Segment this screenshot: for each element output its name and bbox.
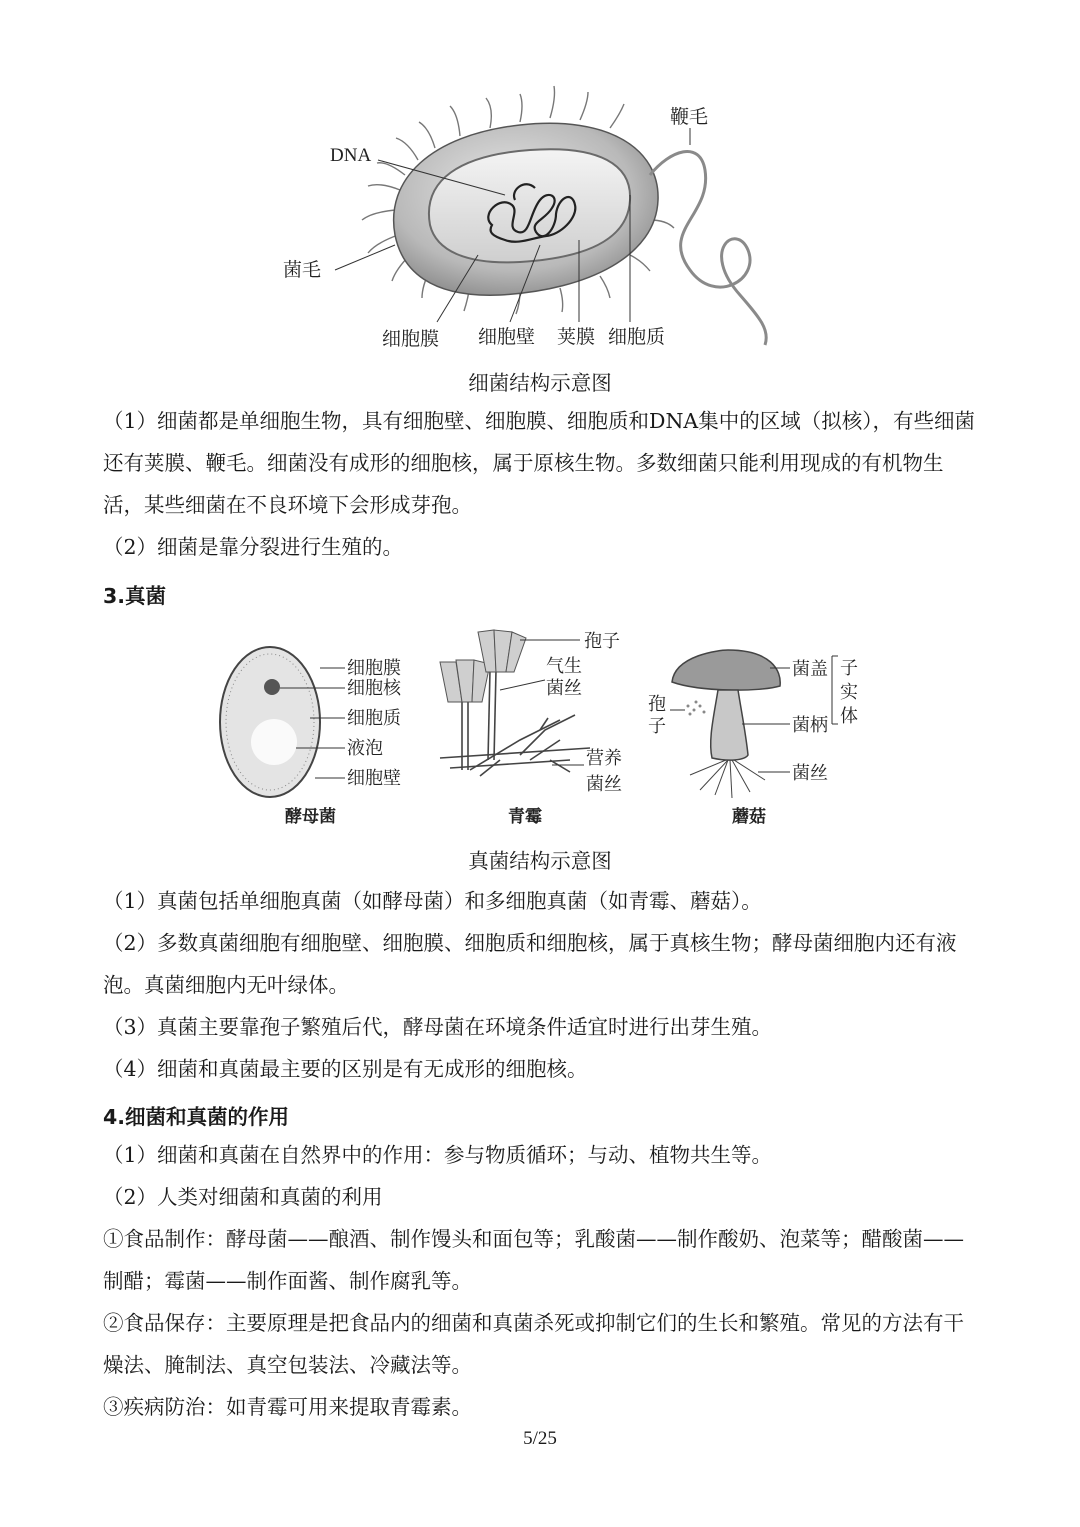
mushroom-name: 蘑菇 <box>732 807 766 827</box>
penicillium-label-aerial-1: 气生 <box>546 656 582 677</box>
label-cell-membrane: 细胞膜 <box>382 328 440 350</box>
fungi-paragraph-4: （4）细菌和真菌最主要的区别是有无成形的细胞核。 <box>103 1057 588 1081</box>
yeast-label-cytoplasm: 细胞质 <box>347 708 401 729</box>
yeast-name: 酵母菌 <box>285 807 336 827</box>
mushroom-label-fruiting-1: 子 <box>840 658 858 679</box>
penicillium-label-nutrient-1: 营养 <box>586 748 622 769</box>
mushroom-label-stipe: 菌柄 <box>792 715 828 736</box>
flagellum <box>650 151 766 345</box>
penicillium-label-nutrient-2: 菌丝 <box>586 774 622 795</box>
yeast-illustration <box>220 647 320 797</box>
fungi-structure-figure <box>0 620 1080 840</box>
fungi-paragraph-1: （1）真菌包括单细胞真菌（如酵母菌）和多细胞真菌（如青霉、蘑菇）。 <box>103 889 762 913</box>
yeast-label-wall: 细胞壁 <box>347 768 401 789</box>
mushroom-label-spore-2: 子 <box>648 716 666 737</box>
fungi-paragraph-3: （3）真菌主要靠孢子繁殖后代，酵母菌在环境条件适宜时进行出芽生殖。 <box>103 1015 773 1039</box>
roles-paragraph-2: （2）人类对细菌和真菌的利用 <box>103 1185 383 1209</box>
section-heading-fungi: 3.真菌 <box>103 584 167 608</box>
label-dna: DNA <box>330 145 372 166</box>
penicillium-name: 青霉 <box>508 807 542 827</box>
bacteria-paragraph-2: （2）细菌是靠分裂进行生殖的。 <box>103 535 404 559</box>
label-capsule: 荚膜 <box>557 326 596 348</box>
label-flagellum: 鞭毛 <box>670 106 709 128</box>
fungi-figure-caption: 真菌结构示意图 <box>468 849 612 873</box>
penicillium-brushes <box>440 630 526 702</box>
bacteria-figure-caption: 细菌结构示意图 <box>468 371 612 395</box>
page-number: 5/25 <box>523 1428 557 1449</box>
penicillium-label-aerial-2: 菌丝 <box>546 678 582 699</box>
penicillium-label-spore: 孢子 <box>584 631 620 652</box>
mushroom-label-fruiting-3: 体 <box>840 706 858 727</box>
roles-paragraph-5: ③疾病防治：如青霉可用来提取青霉素。 <box>103 1395 472 1419</box>
roles-paragraph-1: （1）细菌和真菌在自然界中的作用：参与物质循环；与动、植物共生等。 <box>103 1143 773 1167</box>
mushroom-label-cap: 菌盖 <box>792 659 828 680</box>
roles-paragraph-3: ①食品制作：酵母菌——酿酒、制作馒头和面包等；乳酸菌——制作酸奶、泡菜等；醋酸菌——制醋；霉菌——制作面酱、制作腐乳等。 <box>103 1227 964 1293</box>
label-pili: 菌毛 <box>283 259 322 281</box>
label-cytoplasm: 细胞质 <box>608 326 666 348</box>
section-heading-roles: 4.细菌和真菌的作用 <box>103 1105 290 1129</box>
yeast-label-nucleus: 细胞核 <box>347 678 401 699</box>
label-cell-wall: 细胞壁 <box>478 326 536 348</box>
bacteria-structure-figure <box>0 0 1080 360</box>
mushroom-label-fruiting-2: 实 <box>840 682 858 703</box>
fungi-paragraph-2: （2）多数真菌细胞有细胞壁、细胞膜、细胞质和细胞核，属于真核生物；酵母菌细胞内还有液泡。真菌细胞内无叶绿体。 <box>103 931 957 997</box>
yeast-label-vacuole: 液泡 <box>347 738 383 759</box>
mushroom-label-hypha: 菌丝 <box>792 763 828 784</box>
roles-paragraph-4: ②食品保存：主要原理是把食品内的细菌和真菌杀死或抑制它们的生长和繁殖。常见的方法有干燥法、腌制法、真空包装法、冷藏法等。 <box>103 1311 964 1377</box>
yeast-label-membrane: 细胞膜 <box>347 658 401 679</box>
mushroom-label-spore-1: 孢 <box>648 694 666 715</box>
bacteria-paragraph-1: （1）细菌都是单细胞生物，具有细胞壁、细胞膜、细胞质和DNA集中的区域（拟核），有些细菌还有荚膜、鞭毛。细菌没有成形的细胞核，属于原核生物。多数细菌只能利用现成的有机物生活，某些细菌在不良环境下会形成芽孢。 <box>103 409 975 517</box>
